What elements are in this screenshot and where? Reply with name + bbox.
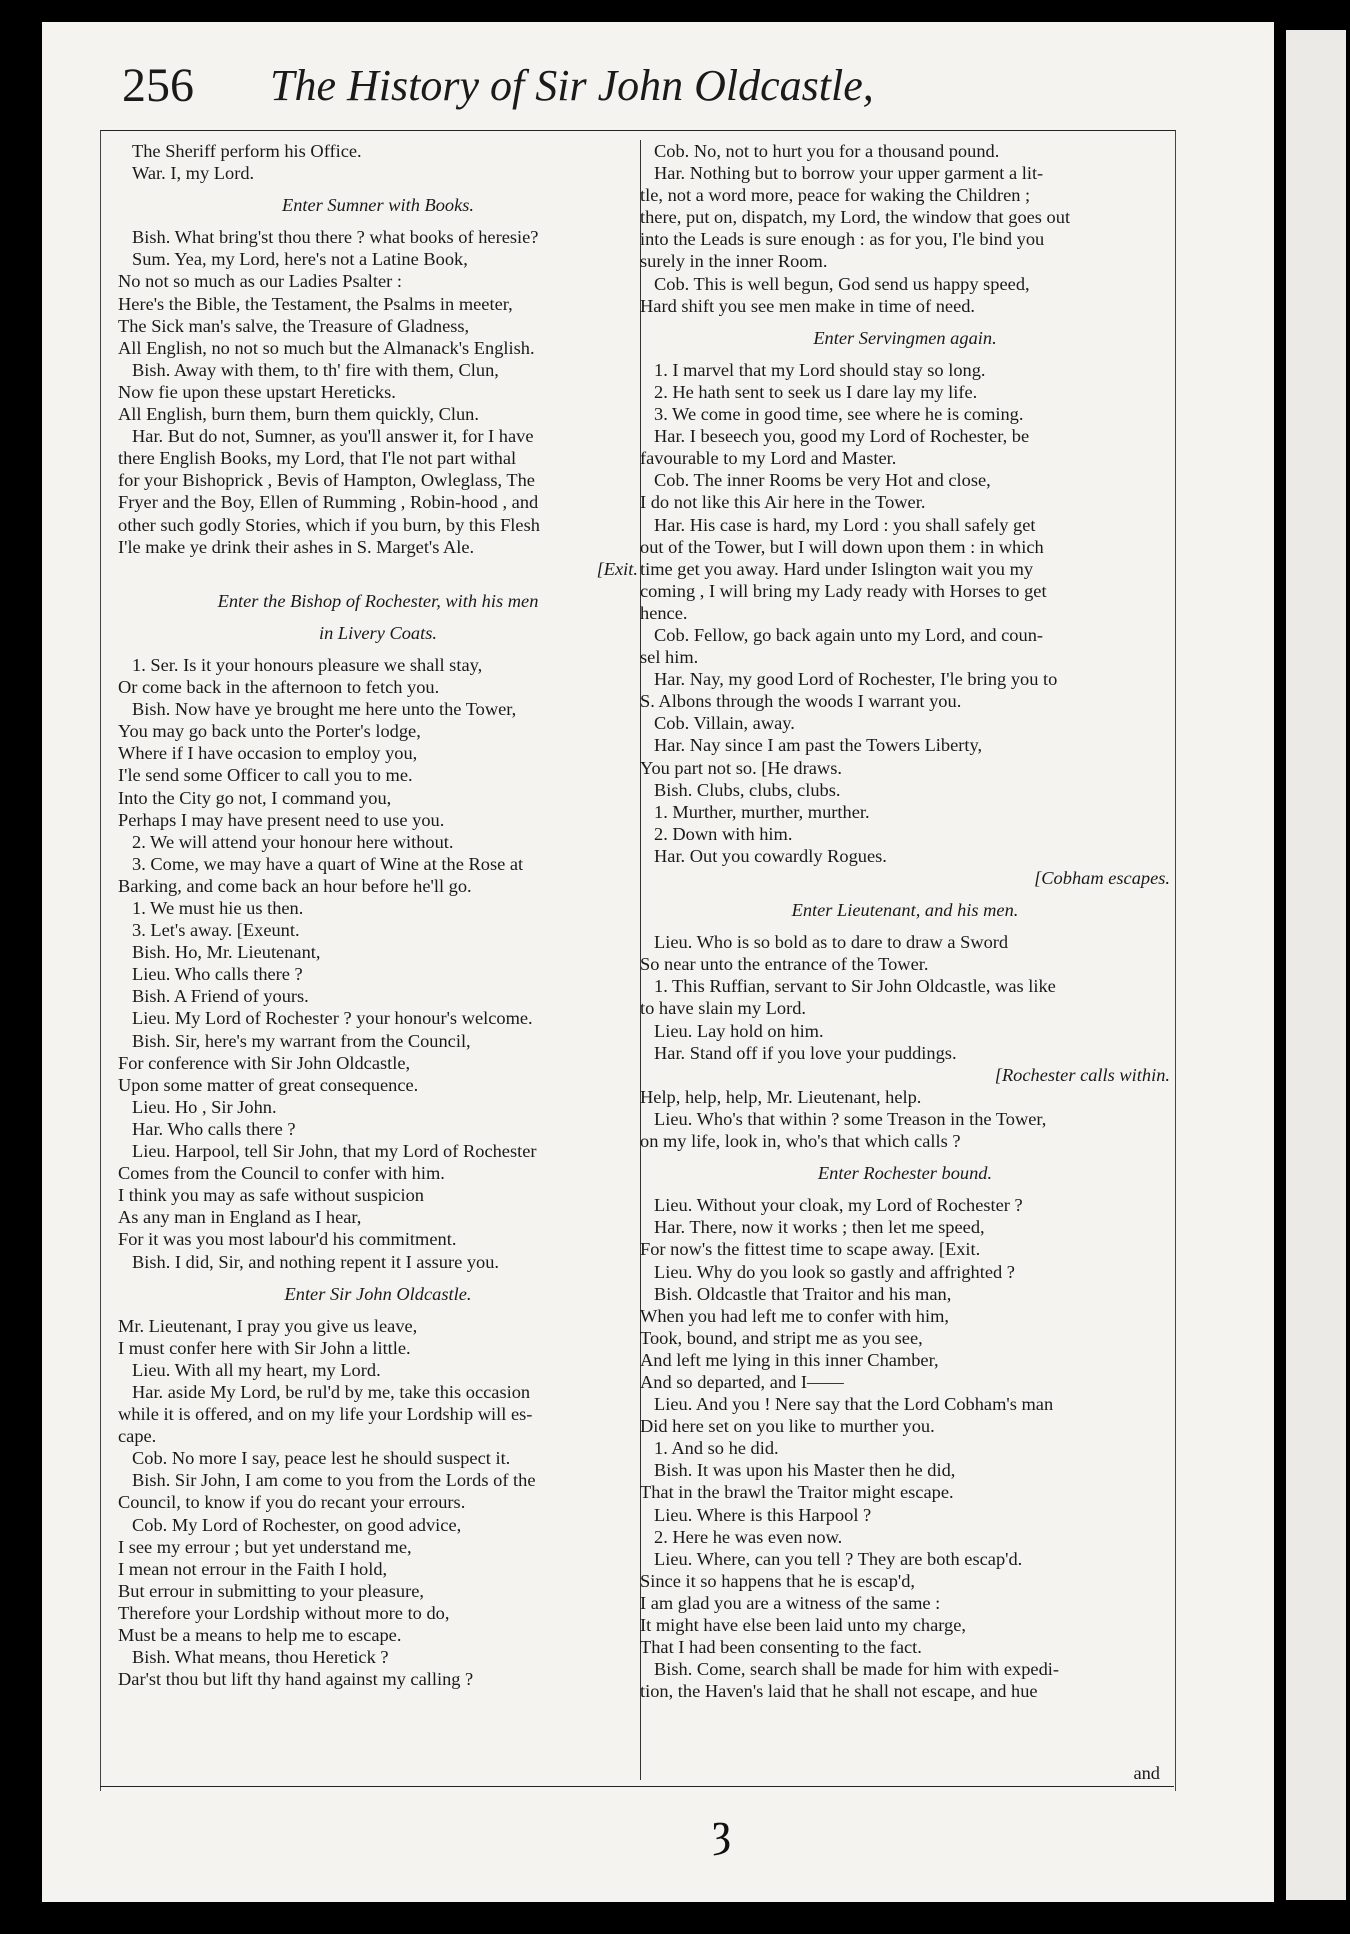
text-line: All English, burn them, burn them quickly, Clun. — [118, 404, 479, 425]
text-line: Council, to know if you do recant your errours. — [118, 1492, 466, 1513]
text-line: I think you may as safe without suspicion — [118, 1185, 424, 1206]
text-line: As any man in England as I hear, — [118, 1207, 362, 1228]
text-line: 3. We come in good time, see where he is coming. — [654, 404, 1024, 425]
text-line: Har. I beseech you, good my Lord of Rochester, be — [654, 426, 1030, 447]
text-line: Lieu. Where is this Harpool ? — [654, 1504, 872, 1525]
text-line: Where if I have occasion to employ you, — [118, 743, 418, 764]
text-line: coming , I will bring my Lady ready with Horses to get — [640, 580, 1047, 601]
text-line: All English, no not so much but the Almanack's English. — [118, 337, 535, 358]
text-line: for your Bishoprick , Bevis of Hampton, Owleglass, The — [118, 470, 535, 491]
text-line: I see my errour ; but yet understand me, — [118, 1536, 412, 1557]
text-line: Bish. Now have ye brought me here unto the Tower, — [132, 699, 517, 720]
text-line: to have slain my Lord. — [640, 998, 806, 1019]
text-line: But errour in submitting to your pleasure, — [118, 1580, 424, 1601]
text-line: Bish. What bring'st thou there ? what books of heresie? — [132, 227, 539, 248]
text-line: I'le make ye drink their ashes in S. Marget's Ale. — [118, 536, 475, 557]
text-line: on my life, look in, who's that which calls ? — [640, 1131, 961, 1152]
text-line: Bish. Oldcastle that Traitor and his man, — [654, 1283, 952, 1304]
text-line: Har. Nay since I am past the Towers Liberty, — [654, 735, 983, 756]
exit-direction: [Cobham escapes. — [1034, 868, 1170, 888]
text-line: 1. I marvel that my Lord should stay so long. — [654, 359, 986, 380]
text-line: Here's the Bible, the Testament, the Psalms in meeter, — [118, 293, 513, 314]
text-line: Har. Nay, my good Lord of Rochester, I'le bring you to — [654, 669, 1058, 690]
stage-direction: Enter Servingmen again. — [813, 327, 997, 348]
text-line: Comes from the Council to confer with him. — [118, 1163, 445, 1184]
text-line: there English Books, my Lord, that I'le not part withal — [118, 448, 517, 469]
text-line: tion, the Haven's laid that he shall not escape, and hue — [640, 1681, 1038, 1702]
text-line: tle, not a word more, peace for waking the Children ; — [640, 185, 1031, 206]
text-line: Cob. The inner Rooms be very Hot and close, — [654, 470, 991, 491]
text-line: 2. Here he was even now. — [654, 1526, 843, 1547]
text-line: Lieu. My Lord of Rochester ? your honour's welcome. — [132, 1008, 533, 1029]
text-line: 2. He hath sent to seek us I dare lay my life. — [654, 381, 978, 402]
running-title: The History of Sir John Oldcastle, — [270, 61, 874, 110]
text-line: I must confer here with Sir John a little. — [118, 1337, 411, 1358]
text-line: Lieu. Who's that within ? some Treason in the Tower, — [654, 1108, 1047, 1129]
text-line: 2. Down with him. — [654, 823, 793, 844]
text-line: Since it so happens that he is escap'd, — [640, 1570, 916, 1591]
text-line: Perhaps I may have present need to use you. — [118, 809, 445, 830]
text-line: Har. Nothing but to borrow your upper garment a lit- — [654, 163, 1044, 184]
text-line: The Sick man's salve, the Treasure of Gladness, — [118, 315, 470, 336]
text-line: cape. — [118, 1426, 157, 1447]
text-line: Cob. Fellow, go back again unto my Lord, and coun- — [654, 624, 1044, 645]
text-line: Bish. I did, Sir, and nothing repent it I assure you. — [132, 1251, 500, 1272]
text-line: I mean not errour in the Faith I hold, — [118, 1558, 388, 1579]
exit-direction: [Exit. — [596, 558, 638, 579]
text-line: Lieu. Harpool, tell Sir John, that my Lord of Rochester — [132, 1141, 537, 1162]
text-line: It might have else been laid unto my charge, — [640, 1615, 966, 1635]
text-line: Took, bound, and stript me as you see, — [640, 1327, 923, 1348]
text-line: Bish. Away with them, to th' fire with them, Clun, — [132, 359, 499, 380]
printer-ornament: ȝ — [712, 1803, 731, 1856]
text-line: Cob. No, not to hurt you for a thousand pound. — [654, 141, 1000, 161]
facing-page-edge — [1286, 30, 1346, 1900]
text-line: Sum. Yea, my Lord, here's not a Latine Book, — [132, 249, 468, 270]
text-line: Har. Who calls there ? — [132, 1118, 296, 1139]
text-line: 1. Murther, murther, murther. — [654, 801, 870, 822]
text-line: Upon some matter of great consequence. — [118, 1074, 419, 1095]
text-line: Lieu. With all my heart, my Lord. — [132, 1359, 381, 1380]
text-line: For now's the fittest time to scape away. [Exit. — [640, 1239, 981, 1260]
text-line: S. Albons through the woods I warrant you. — [640, 691, 962, 712]
text-line: 1. Ser. Is it your honours pleasure we shall stay, — [132, 654, 483, 675]
text-line: Into the City go not, I command you, — [118, 787, 392, 808]
text-line: The Sheriff perform his Office. — [132, 141, 362, 161]
text-line: Lieu. Where, can you tell ? They are both escap'd. — [654, 1548, 1023, 1569]
text-line: Bish. Clubs, clubs, clubs. — [654, 779, 841, 800]
stage-direction: Enter Sumner with Books. — [281, 195, 475, 216]
text-line: Barking, and come back an hour before he'll go. — [118, 875, 472, 896]
text-line: Now fie upon these upstart Hereticks. — [118, 381, 396, 402]
text-line: sel him. — [640, 647, 699, 668]
text-line: For it was you most labour'd his commitment. — [118, 1229, 457, 1250]
text-line: Lieu. Who calls there ? — [132, 964, 303, 985]
text-line: Har. Stand off if you love your puddings. — [654, 1042, 957, 1063]
text-line: Dar'st thou but lift thy hand against my calling ? — [118, 1669, 474, 1690]
text-line: No not so much as our Ladies Psalter : — [118, 271, 402, 292]
text-line: favourable to my Lord and Master. — [640, 448, 897, 469]
text-line: Lieu. And you ! Nere say that the Lord Cobham's man — [654, 1394, 1054, 1415]
text-line: Har. There, now it works ; then let me speed, — [654, 1217, 985, 1238]
text-line: I do not like this Air here in the Tower. — [640, 492, 926, 513]
text-line: Lieu. Without your cloak, my Lord of Rochester ? — [654, 1195, 1023, 1216]
text-line: That in the brawl the Traitor might escape. — [640, 1482, 954, 1503]
text-line: other such godly Stories, which if you burn, by this Flesh — [118, 514, 540, 535]
text-line: while it is offered, and on my life your Lordship will es- — [118, 1404, 533, 1425]
text-line: 2. We will attend your honour here without. — [132, 831, 454, 852]
text-line: out of the Tower, but I will down upon them : in which — [640, 536, 1044, 557]
text-line: Lieu. Why do you look so gastly and affrighted ? — [654, 1261, 1015, 1282]
text-line: Bish. Ho, Mr. Lieutenant, — [132, 942, 321, 963]
text-line: Bish. Sir, here's my warrant from the Council, — [132, 1030, 471, 1051]
text-line: War. I, my Lord. — [132, 163, 255, 184]
text-line: 1. And so he did. — [654, 1438, 779, 1459]
text-line: time get you away. Hard under Islington wait you my — [640, 558, 1034, 579]
text-line: And left me lying in this inner Chamber, — [640, 1349, 939, 1370]
text-line: Therefore your Lordship without more to do, — [118, 1602, 450, 1623]
text-line: Cob. Villain, away. — [654, 713, 795, 734]
text-line: into the Leads is sure enough : as for you, I'le bind you — [640, 229, 1045, 250]
text-line: 3. Let's away. [Exeunt. — [132, 920, 300, 941]
text-line: Cob. This is well begun, God send us happy speed, — [654, 273, 1030, 294]
text-line: I'le send some Officer to call you to me. — [118, 765, 413, 786]
text-line: Har. His case is hard, my Lord : you shall safely get — [654, 514, 1036, 535]
text-line: Fryer and the Boy, Ellen of Rumming , Robin-hood , and — [118, 492, 539, 513]
bottom-rule — [100, 1786, 1174, 1787]
text-line: Har. aside My Lord, be rul'd by me, take this occasion — [132, 1381, 531, 1402]
text-line: 3. Come, we may have a quart of Wine at the Rose at — [132, 853, 524, 874]
text-line: I am glad you are a witness of the same : — [640, 1592, 941, 1613]
text-line: Har. But do not, Sumner, as you'll answer it, for I have — [132, 426, 534, 447]
text-line: Cob. No more I say, peace lest he should suspect it. — [132, 1448, 511, 1469]
stage-direction: in Livery Coats. — [318, 622, 437, 643]
text-line: Mr. Lieutenant, I pray you give us leave, — [118, 1315, 418, 1336]
stage-direction: Enter the Bishop of Rochester, with his men — [217, 590, 539, 611]
exit-direction: [Rochester calls within. — [994, 1064, 1170, 1085]
text-line: Hard shift you see men make in time of need. — [640, 295, 976, 316]
stage-direction: Enter Rochester bound. — [817, 1163, 993, 1184]
right-column — [640, 140, 1170, 1702]
text-line: You part not so. [He draws. — [640, 757, 842, 778]
text-line: Bish. What means, thou Heretick ? — [132, 1647, 389, 1668]
text-line: 1. We must hie us then. — [132, 898, 304, 918]
text-line: Bish. Sir John, I am come to you from the Lords of the — [132, 1470, 536, 1491]
stage-direction: Enter Lieutenant, and his men. — [791, 900, 1019, 921]
text-line: And so departed, and I—— — [640, 1371, 844, 1392]
text-line: So near unto the entrance of the Tower. — [640, 954, 929, 975]
text-line: surely in the inner Room. — [640, 251, 828, 272]
text-line: Cob. My Lord of Rochester, on good advice, — [132, 1514, 462, 1535]
text-line: Must be a means to help me to escape. — [118, 1625, 402, 1645]
text-line: For conference with Sir John Oldcastle, — [118, 1052, 411, 1073]
text-line: there, put on, dispatch, my Lord, the window that goes out — [640, 207, 1071, 228]
text-line: Bish. It was upon his Master then he did, — [654, 1460, 956, 1481]
catchword: and — [1133, 1763, 1160, 1783]
text-line: 1. This Ruffian, servant to Sir John Oldcastle, was like — [654, 976, 1056, 997]
text-line: Help, help, help, Mr. Lieutenant, help. — [640, 1086, 922, 1107]
text-line: Bish. A Friend of yours. — [132, 986, 309, 1007]
text-line: Did here set on you like to murther you. — [640, 1416, 935, 1437]
page-header — [80, 52, 1170, 134]
page-number: 256 — [122, 59, 194, 112]
text-line: Or come back in the afternoon to fetch you. — [118, 677, 440, 698]
text-line: Lieu. Lay hold on him. — [654, 1020, 824, 1041]
text-line: Bish. Come, search shall be made for him with expedi- — [654, 1659, 1060, 1680]
text-line: Lieu. Who is so bold as to dare to draw a Sword — [654, 932, 1009, 953]
text-line: Har. Out you cowardly Rogues. — [654, 845, 887, 866]
text-line: You may go back unto the Porter's lodge, — [118, 721, 421, 742]
text-line: hence. — [640, 602, 688, 623]
left-column — [118, 140, 638, 1690]
stage-direction: Enter Sir John Oldcastle. — [284, 1283, 472, 1304]
text-line: Lieu. Ho , Sir John. — [132, 1096, 277, 1117]
text-line: That I had been consenting to the fact. — [640, 1637, 922, 1658]
text-line: When you had left me to confer with him, — [640, 1305, 949, 1326]
